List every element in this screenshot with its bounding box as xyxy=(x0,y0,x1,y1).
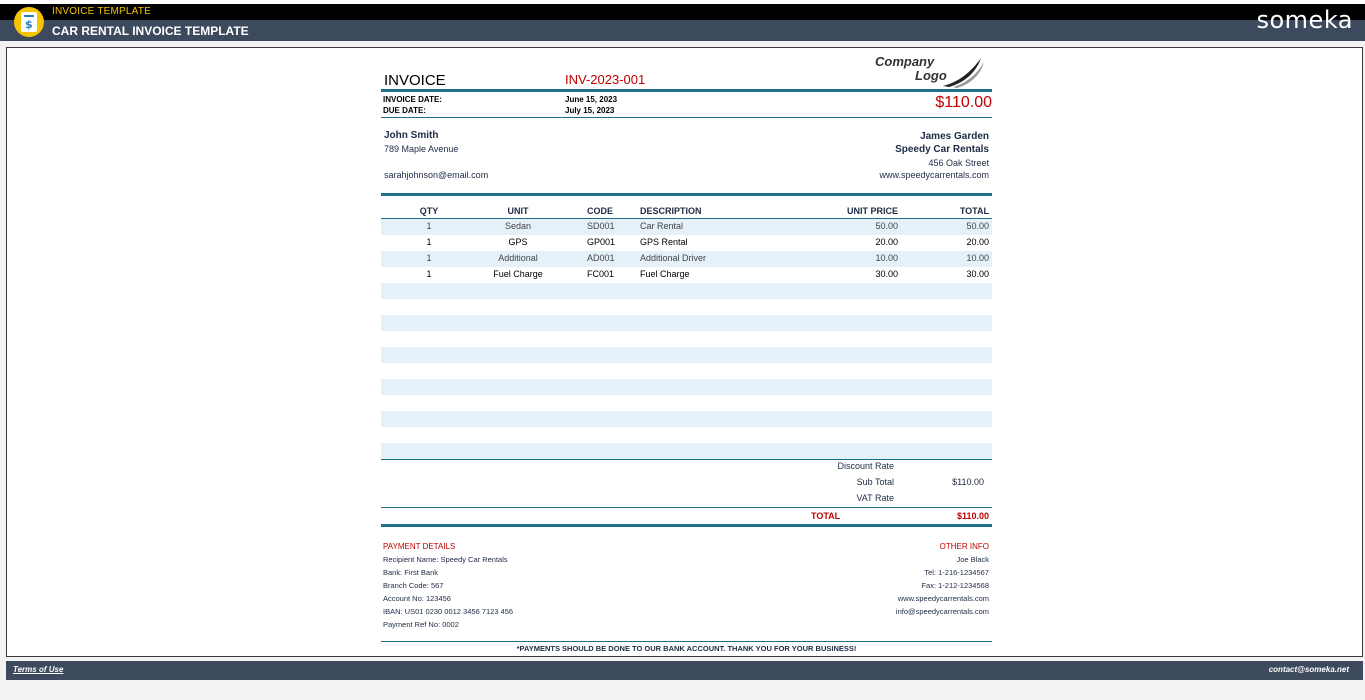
terms-of-use-link[interactable]: Terms of Use xyxy=(13,665,64,674)
customer-email[interactable]: sarahjohnson@email.com xyxy=(384,170,489,180)
item-unit: Fuel Charge xyxy=(493,269,543,279)
title-bar-top-strip xyxy=(0,4,1365,20)
invoice-amount: $110.00 xyxy=(935,94,992,111)
item-unit-price: 20.00 xyxy=(875,237,898,247)
header-divider xyxy=(381,89,992,92)
vat-rate-label: VAT Rate xyxy=(856,493,894,503)
col-unit: UNIT xyxy=(507,206,529,216)
table-row[interactable] xyxy=(381,251,992,267)
table-row[interactable] xyxy=(381,267,992,283)
col-description: DESCRIPTION xyxy=(640,206,702,216)
table-row[interactable] xyxy=(381,219,992,235)
line-items-table xyxy=(381,205,992,459)
empty-table-row[interactable] xyxy=(381,347,992,363)
footer-divider xyxy=(381,641,992,642)
dates-divider xyxy=(381,117,992,118)
item-code: GP001 xyxy=(587,237,616,247)
vendor-address[interactable]: 456 Oak Street xyxy=(928,158,989,168)
item-qty: 1 xyxy=(426,269,432,279)
logo-swoosh-icon xyxy=(941,56,985,88)
invoice-app-icon xyxy=(14,7,44,37)
empty-table-row[interactable] xyxy=(381,379,992,395)
payment-detail-line[interactable]: IBAN: US01 0230 0012 3456 7123 456 xyxy=(383,607,514,616)
item-description: Car Rental xyxy=(640,221,684,231)
item-description: GPS Rental xyxy=(640,237,688,247)
due-date-label: DUE DATE: xyxy=(383,106,426,115)
discount-rate-label: Discount Rate xyxy=(837,461,894,471)
empty-table-row[interactable] xyxy=(381,283,992,299)
company-logo-line1: Company xyxy=(875,54,935,69)
item-unit-price: 10.00 xyxy=(875,253,898,263)
payment-detail-line[interactable]: Branch Code: 567 xyxy=(383,581,444,590)
item-total: 10.00 xyxy=(966,253,989,263)
empty-table-row[interactable] xyxy=(381,299,992,315)
empty-table-row[interactable] xyxy=(381,427,992,443)
due-date-value[interactable]: July 15, 2023 xyxy=(565,106,615,115)
other-info-line[interactable]: Fax: 1-212-1234568 xyxy=(921,581,989,590)
item-unit-price: 30.00 xyxy=(875,269,898,279)
payment-detail-line[interactable]: Bank: First Bank xyxy=(383,568,439,577)
other-info-line[interactable]: info@speedycarrentals.com xyxy=(895,607,989,616)
subtotal-value: $110.00 xyxy=(952,477,984,487)
item-total: 50.00 xyxy=(966,221,989,231)
vendor-website[interactable]: www.speedycarrentals.com xyxy=(879,170,989,180)
invoice-heading: INVOICE xyxy=(384,72,446,89)
total-divider xyxy=(381,524,992,527)
customer-name[interactable]: John Smith xyxy=(384,130,439,141)
item-code: SD001 xyxy=(587,221,615,231)
item-qty: 1 xyxy=(426,253,432,263)
item-qty: 1 xyxy=(426,221,432,231)
empty-table-row[interactable] xyxy=(381,395,992,411)
item-description: Additional Driver xyxy=(640,253,707,263)
item-code: AD001 xyxy=(587,253,615,263)
invoice-date-value[interactable]: June 15, 2023 xyxy=(565,95,618,104)
vendor-company[interactable]: Speedy Car Rentals xyxy=(895,144,989,155)
invoice-date-label: INVOICE DATE: xyxy=(383,95,442,104)
invoice-document xyxy=(381,48,992,658)
payment-detail-line[interactable]: Recipient Name: Speedy Car Rentals xyxy=(383,555,508,564)
title-bar-edge xyxy=(0,0,1365,4)
item-total: 20.00 xyxy=(966,237,989,247)
footer-bar xyxy=(6,661,1363,680)
col-qty: QTY xyxy=(419,206,439,216)
total-value: $110.00 xyxy=(956,511,989,521)
item-unit: GPS xyxy=(508,237,528,247)
item-unit: Additional xyxy=(498,253,538,263)
item-qty: 1 xyxy=(426,237,432,247)
other-info-line[interactable]: Joe Black xyxy=(956,555,989,564)
invoice-number[interactable]: INV-2023-001 xyxy=(565,72,646,87)
col-unit-price: UNIT PRICE xyxy=(846,206,898,216)
table-row[interactable] xyxy=(381,235,992,251)
item-unit: Sedan xyxy=(504,221,532,231)
empty-table-row[interactable] xyxy=(381,411,992,427)
company-logo[interactable] xyxy=(875,54,985,88)
item-code: FC001 xyxy=(587,269,615,279)
table-header xyxy=(381,205,992,219)
template-label: INVOICE TEMPLATE xyxy=(52,6,151,17)
brand-logo[interactable]: someka xyxy=(1256,6,1353,34)
table-bottom-divider xyxy=(381,459,992,460)
total-label: TOTAL xyxy=(811,511,841,521)
summary-divider xyxy=(381,507,992,508)
vendor-contact[interactable]: James Garden xyxy=(920,131,989,142)
subtotal-label: Sub Total xyxy=(856,477,894,487)
page-title: CAR RENTAL INVOICE TEMPLATE xyxy=(52,24,249,38)
col-code: CODE xyxy=(587,206,614,216)
customer-address[interactable]: 789 Maple Avenue xyxy=(384,144,459,154)
payment-detail-line[interactable]: Account No: 123456 xyxy=(383,594,451,603)
document-dollar-icon xyxy=(21,12,37,32)
item-total: 30.00 xyxy=(966,269,989,279)
invoice-sheet xyxy=(6,47,1363,657)
empty-table-row[interactable] xyxy=(381,443,992,459)
item-unit-price: 50.00 xyxy=(875,221,898,231)
empty-table-row[interactable] xyxy=(381,315,992,331)
contact-email[interactable]: contact@someka.net xyxy=(1268,665,1349,674)
company-logo-line2: Logo xyxy=(915,68,947,83)
empty-table-row[interactable] xyxy=(381,363,992,379)
payment-detail-line[interactable]: Payment Ref No: 0002 xyxy=(383,620,459,629)
payment-details-heading: PAYMENT DETAILS xyxy=(383,542,456,551)
table-top-divider xyxy=(381,193,992,196)
other-info-line[interactable]: Tel: 1-216-1234567 xyxy=(924,568,989,577)
item-description: Fuel Charge xyxy=(640,269,690,279)
col-total: TOTAL xyxy=(959,206,989,216)
other-info-line[interactable]: www.speedycarrentals.com xyxy=(897,594,989,603)
payment-note: *PAYMENTS SHOULD BE DONE TO OUR BANK ACCOUNT. THANK YOU FOR YOUR BUSINESS! xyxy=(516,644,857,653)
empty-table-row[interactable] xyxy=(381,331,992,347)
other-info-heading: OTHER INFO xyxy=(939,542,989,551)
